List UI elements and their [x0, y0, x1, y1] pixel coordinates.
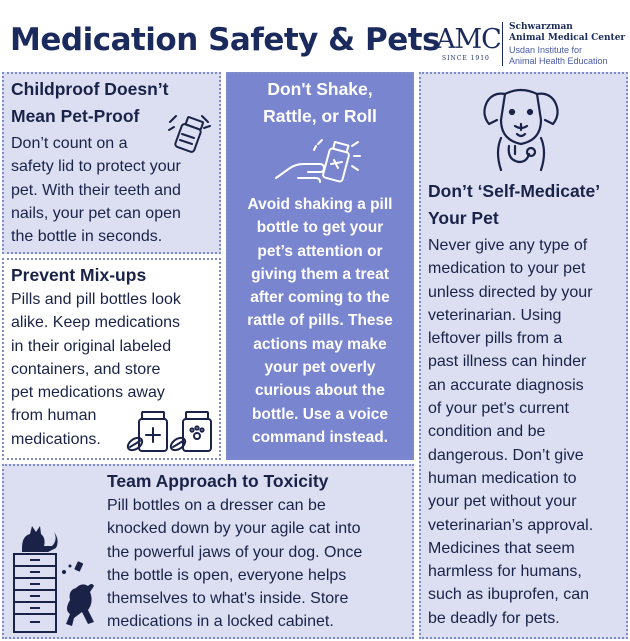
logo-since: SINCE 1910: [442, 55, 490, 62]
self-medicate-heading: Don’t ‘Self-Medicate’ Your Pet: [428, 181, 601, 228]
panel-toxicity: [2, 464, 414, 639]
toxicity-heading: Team Approach to Toxicity: [107, 471, 329, 491]
dog-with-stethoscope-icon: [479, 80, 563, 172]
page-title: Medication Safety & Pets: [10, 22, 441, 58]
mixups-heading: Prevent Mix-ups: [11, 265, 147, 285]
childproof-heading: Childproof Doesn’t Mean Pet-Proof: [11, 79, 169, 126]
logo-mark: AMC: [436, 24, 501, 55]
panel-childproof: [2, 72, 221, 254]
panel-prevent-mixups: [2, 258, 221, 460]
logo-subtitle: Usdan Institute for Animal Health Education: [509, 45, 608, 66]
logo-divider: [502, 22, 503, 66]
childproof-body: Don’t count on a safety lid to protect your pet. With their teeth and nails, your pet can open the bottle in seconds.: [11, 135, 181, 246]
mixups-body: Pills and pill bottles look alike. Keep medications in their original labeled containers, and store pet medications away from human medications.: [11, 291, 181, 448]
logo-name: Schwarzman Animal Medical Center: [509, 22, 626, 43]
toxicity-body: Pill bottles on a dresser can be knocked down by your agile cat into the powerful jaws of your dog. Once the bottle is open, everyone helps themselves to what's inside. Store medications in a locked cabinet.: [107, 497, 363, 631]
panel-self-medicate: [419, 72, 628, 639]
panel-dont-shake: [226, 72, 414, 460]
pill-bottles-icon: [126, 408, 218, 456]
dont-shake-heading: Don't Shake, Rattle, or Roll: [263, 79, 377, 126]
hand-shaking-bottle-icon: [272, 138, 362, 196]
amc-logo: [436, 18, 626, 72]
self-medicate-body: Never give any type of medication to your pet unless directed by your veterinarian. Using leftover pills from a past illness can hinder an accurate diagnosis of your pet's current condition and be dangerous. Don’t give human medication to your pet without your veterinarian’s approval. Medicines that seem harmless for humans, such as ibuprofen, can be deadly for pets.: [428, 237, 594, 627]
dont-shake-body: Avoid shaking a pill bottle to get your pet’s attention or giving them a treat after coming to the rattle of pills. These actions may make your pet overly curious about the bottle. Use a voice command instead.: [247, 196, 393, 446]
cat-dog-dresser-icon: [8, 522, 104, 636]
